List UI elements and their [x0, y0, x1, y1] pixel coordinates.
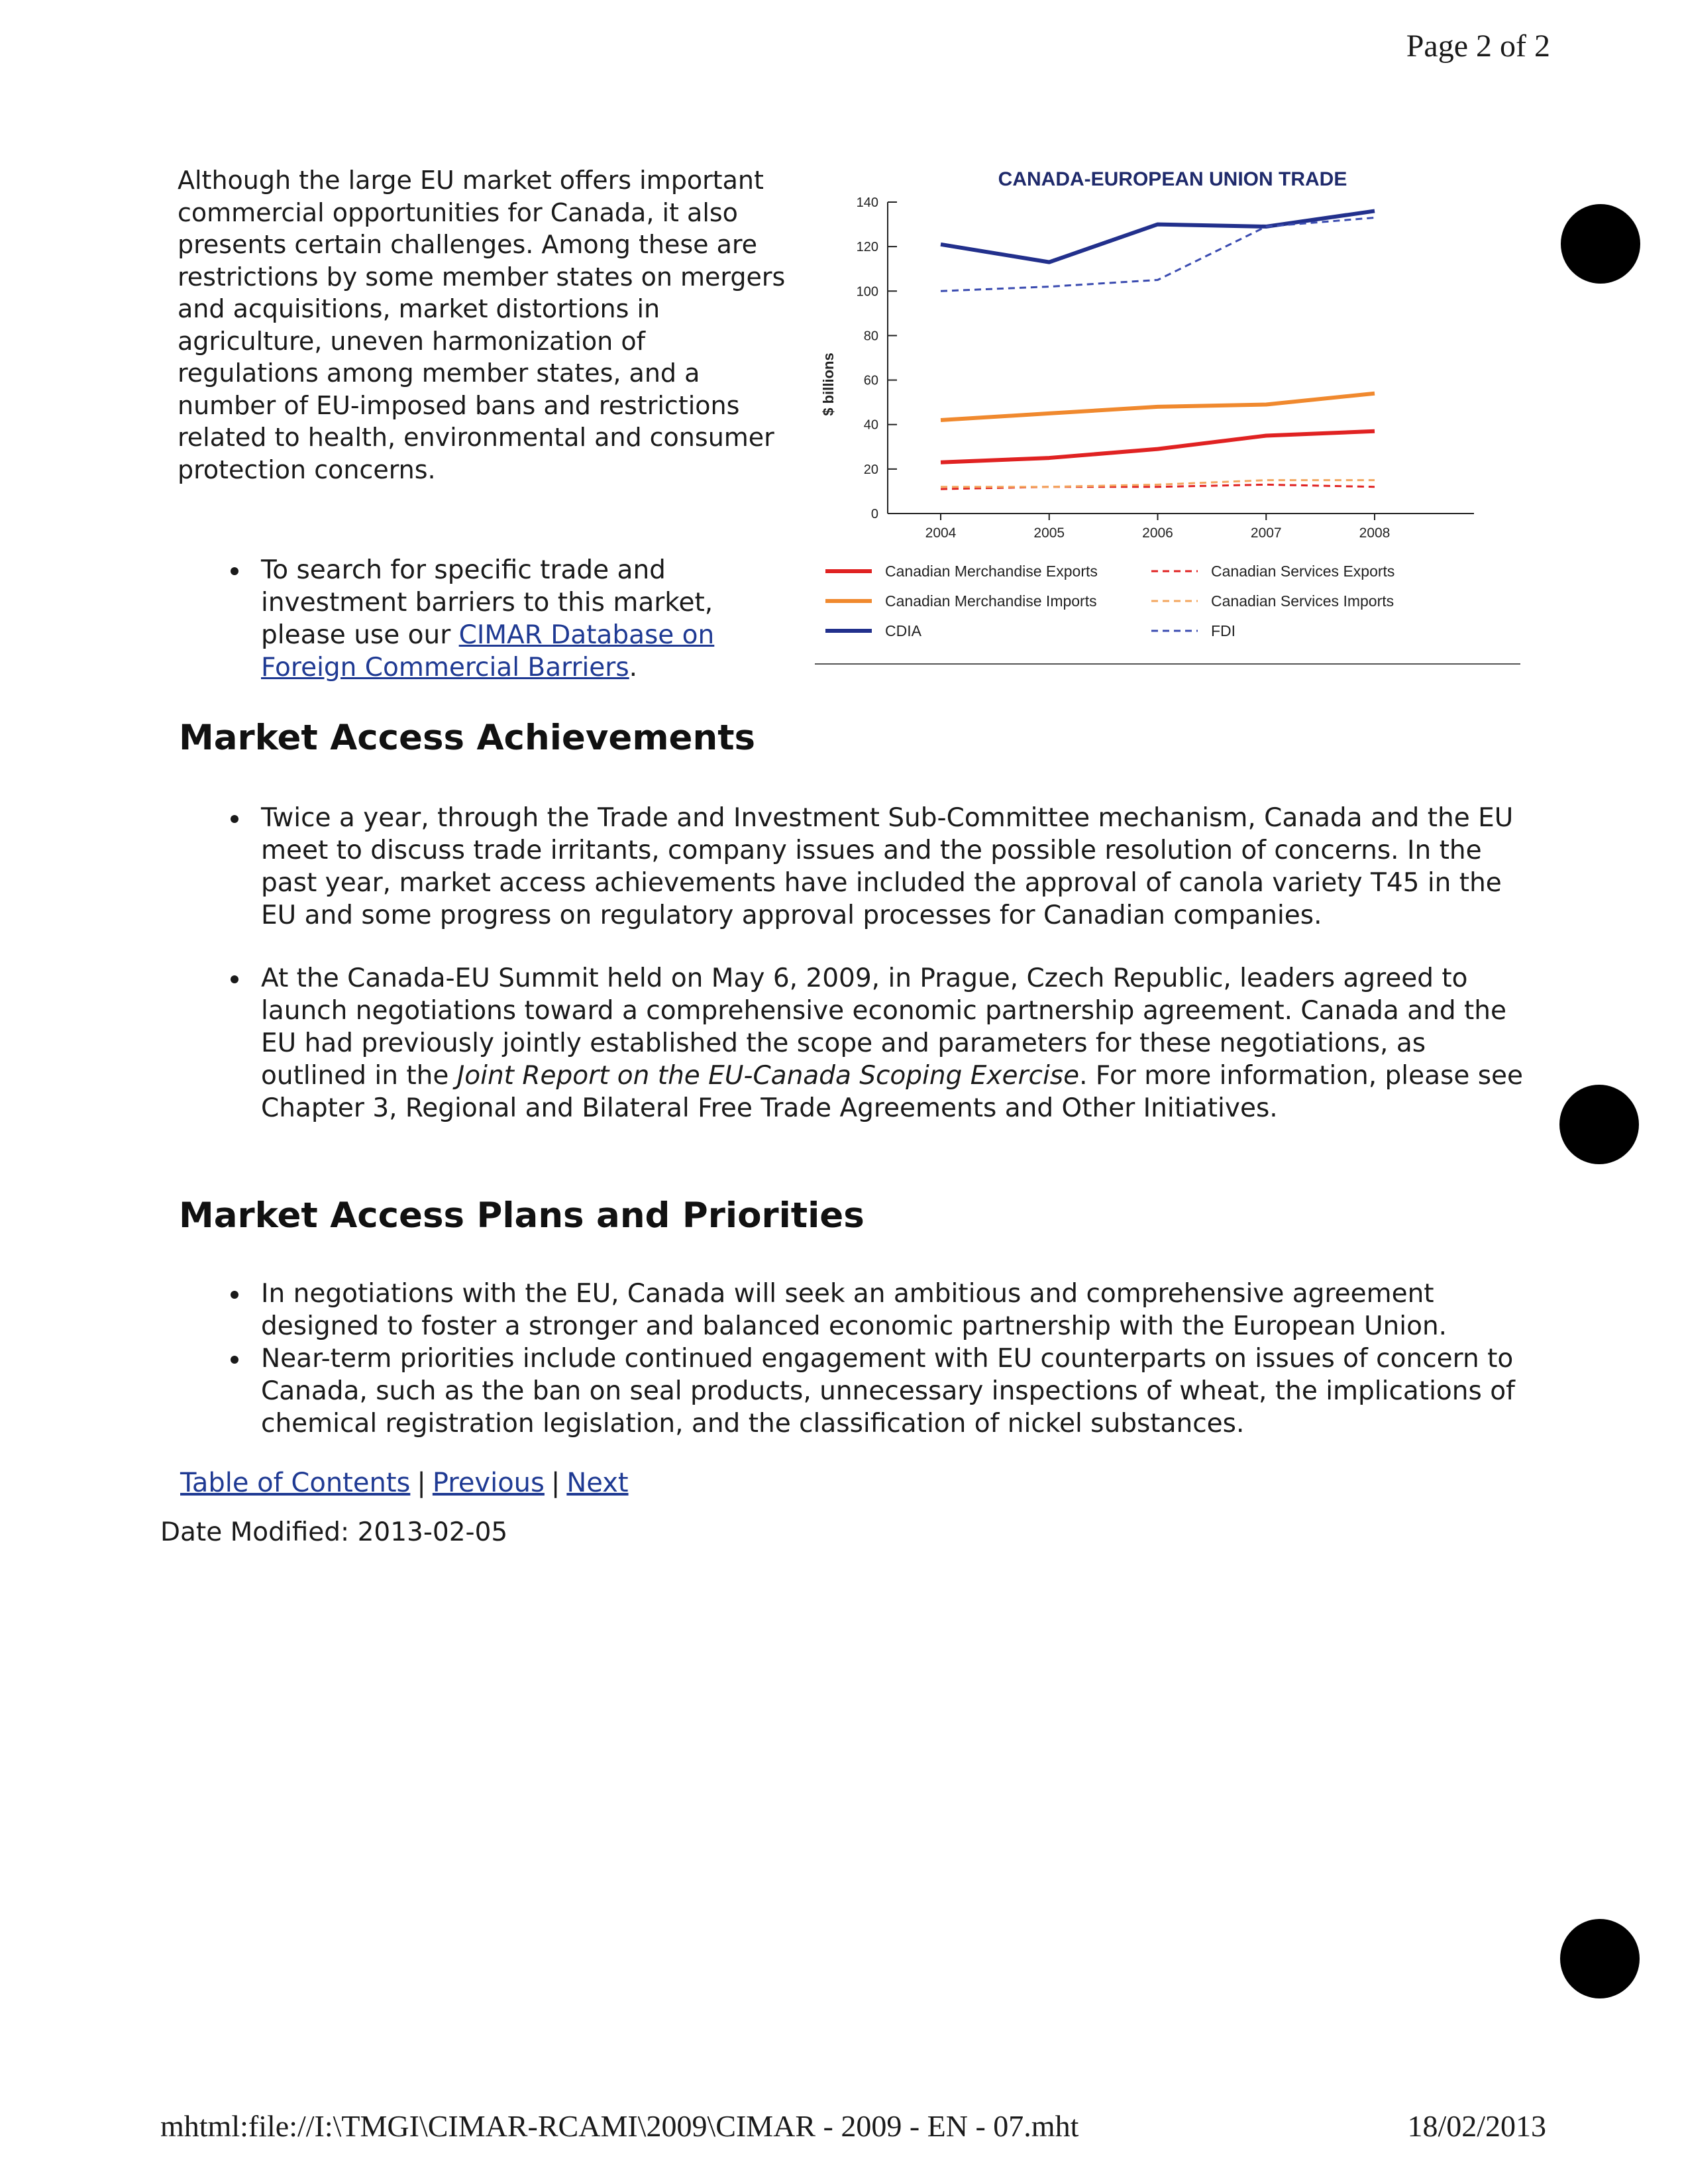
y-tick-label: 140 [856, 195, 878, 210]
bullet-text: Twice a year, through the Trade and Investment Sub-Committee mechanism, Canada and the EU meet to discuss trade irritants, company issues and the possible resolution of concerns. In the past year, market access achievements have included the approval of canola variety T45 in the EU and some progress on regulatory approval processes for Canadian companies. [261, 803, 1514, 930]
achievements-list [178, 802, 1529, 1124]
joint-report-title: Joint Report on the EU-Canada Scoping Exercise [456, 1061, 1080, 1091]
legend-label: Canadian Merchandise Imports [885, 592, 1097, 610]
x-tick-label: 2005 [1033, 525, 1065, 541]
date-modified: Date Modified: 2013-02-05 [160, 1517, 508, 1547]
bullet-text: To search for specific trade and investment barriers to this market, please use our [261, 555, 713, 650]
y-tick-label: 100 [856, 284, 878, 300]
binder-hole [1561, 204, 1640, 284]
previous-link[interactable]: Previous [432, 1468, 545, 1498]
y-tick-label: 40 [863, 417, 878, 433]
series-line [941, 394, 1375, 420]
achievements-heading: Market Access Achievements [179, 718, 756, 758]
binder-hole [1559, 1085, 1639, 1164]
next-link[interactable]: Next [566, 1468, 629, 1498]
list-item [178, 554, 774, 684]
chart-legend [825, 563, 1394, 639]
bullet-text: In negotiations with the EU, Canada will seek an ambitious and comprehensive agreement designed to foster a stronger and balanced economic partnership with the European Union. [261, 1279, 1447, 1341]
series-line [941, 211, 1375, 262]
intro-paragraph: Although the large EU market offers important commercial opportunities for Canada, it also presents certain challenges. Among these are restrictions by some member states on mergers and acquisitions, market distortions in agriculture, uneven harmonization of regulations among member states, and a number of EU-imposed bans and restrictions related to health, environmental and consumer protection concerns. [178, 166, 786, 484]
list-item [178, 1278, 1529, 1342]
list-item [178, 962, 1529, 1124]
trade-chart-svg [802, 159, 1530, 676]
page-navigation [180, 1468, 629, 1498]
series-line [941, 480, 1375, 487]
footer-file-path: mhtml:file://I:\TMGI\CIMAR-RCAMI\2009\CIMAR - 2009 - EN - 07.mht [160, 2109, 1079, 2143]
bullet-text: At the Canada-EU Summit held on May 6, 2009, in Prague, Czech Republic, leaders agreed to launch negotiations toward a comprehensive economic partnership agreement. Canada and the EU had previously jointly established the scope and parameters for these negotiations, as outlined in the [261, 963, 1506, 1091]
plans-list [178, 1278, 1529, 1440]
series-line [941, 431, 1375, 463]
legend-label: Canadian Services Exports [1211, 563, 1395, 580]
bullet-text-end: . [629, 653, 638, 682]
chart-title: CANADA-EUROPEAN UNION TRADE [998, 168, 1347, 190]
y-tick-label: 0 [870, 507, 878, 521]
table-of-contents-link[interactable]: Table of Contents [180, 1468, 411, 1498]
y-tick-label: 80 [863, 329, 878, 344]
page-number: Page 2 of 2 [1406, 28, 1550, 64]
list-item [178, 1342, 1529, 1440]
plans-heading: Market Access Plans and Priorities [179, 1195, 865, 1236]
legend-label: CDIA [885, 622, 921, 639]
bullet-text-end: . For more information, please see Chapter 3, Regional and Bilateral Free Trade Agreements and Other Initiatives. [261, 1061, 1524, 1123]
bullet-text: Near-term priorities include continued engagement with EU counterparts on issues of concern to Canada, such as the ban on seal products, unnecessary inspections of wheat, the implications of chemical registration legislation, and the classification of nickel substances. [261, 1344, 1515, 1439]
nav-separator: | [417, 1468, 426, 1498]
footer-print-date: 18/02/2013 [1407, 2109, 1546, 2143]
cimar-database-link[interactable]: CIMAR Database on Foreign Commercial Barriers [261, 620, 715, 682]
list-item [178, 802, 1529, 932]
legend-label: FDI [1211, 622, 1236, 639]
x-tick-label: 2006 [1142, 525, 1173, 541]
nav-separator: | [551, 1468, 560, 1498]
x-tick-label: 2004 [925, 525, 957, 541]
intro-bullet-list [178, 554, 774, 684]
y-tick-label: 60 [863, 373, 878, 388]
trade-chart [802, 159, 1530, 676]
x-tick-label: 2008 [1359, 525, 1391, 541]
chart-lines [941, 211, 1375, 489]
y-tick-label: 120 [856, 240, 878, 255]
y-axis-label: $ billions [820, 353, 837, 416]
legend-label: Canadian Merchandise Exports [885, 563, 1098, 580]
legend-label: Canadian Services Imports [1211, 592, 1394, 610]
binder-hole [1560, 1919, 1640, 1998]
y-tick-label: 20 [863, 462, 878, 477]
x-tick-label: 2007 [1250, 525, 1282, 541]
